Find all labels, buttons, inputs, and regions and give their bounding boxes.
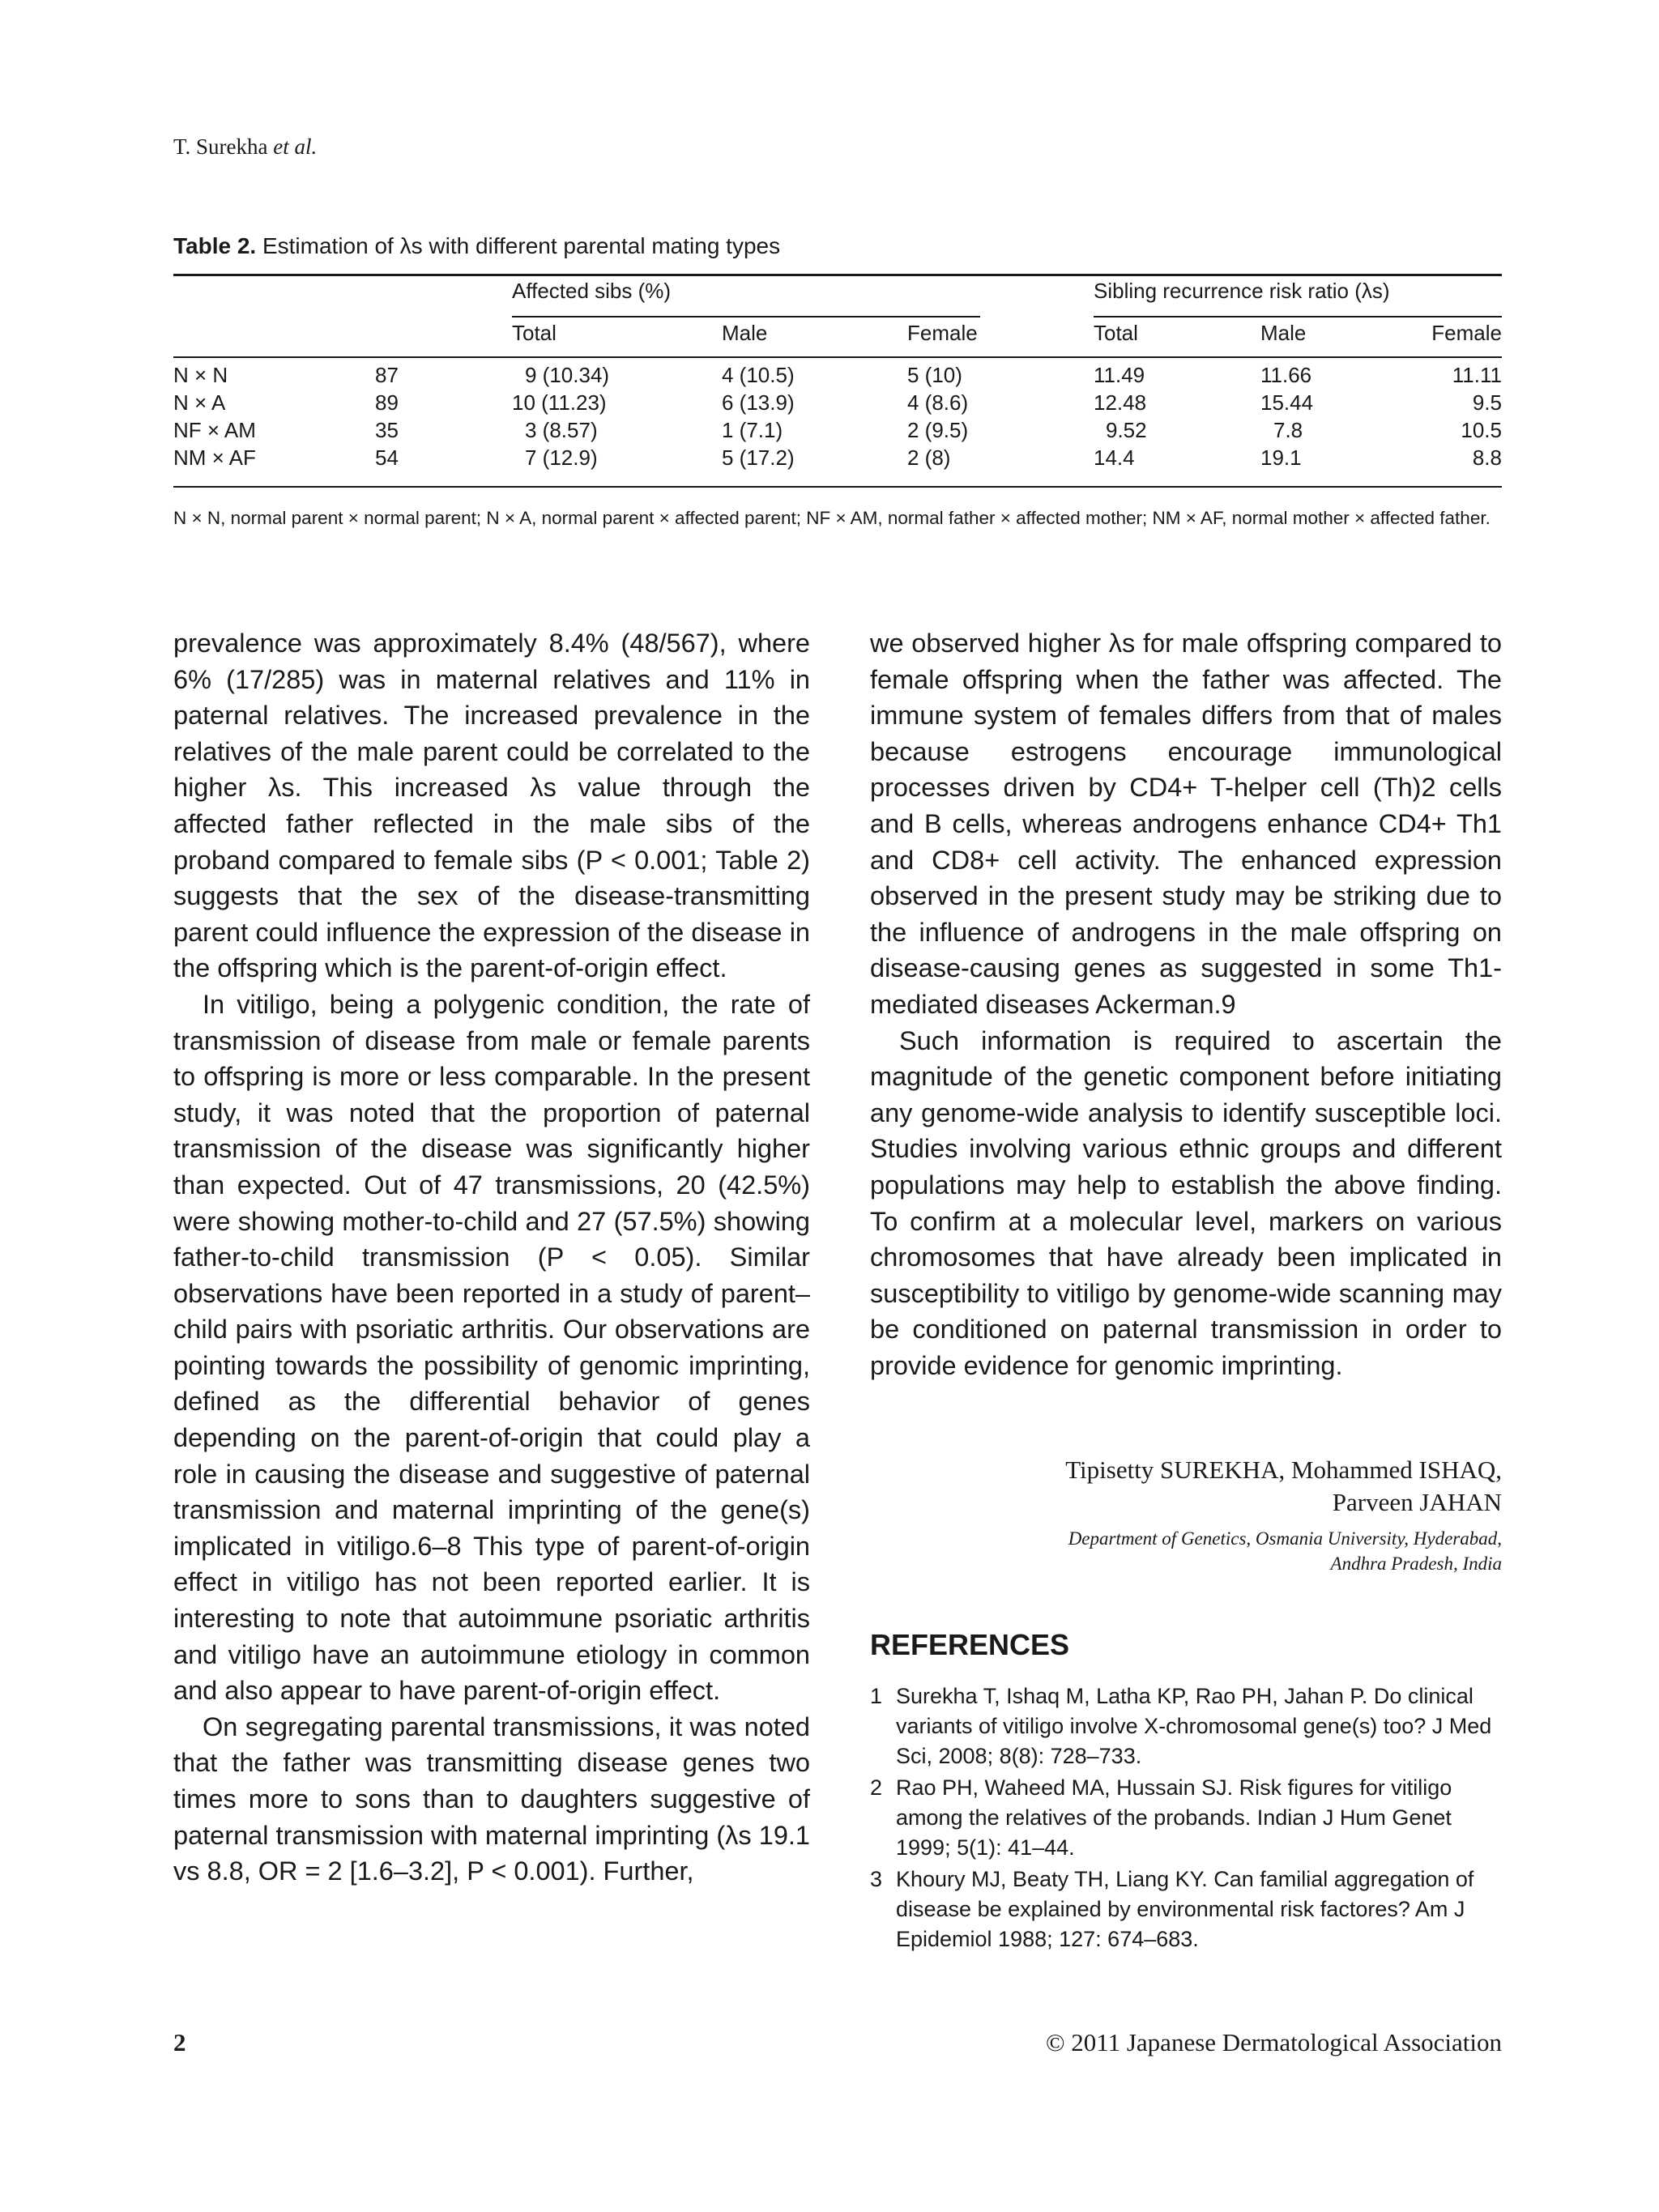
reference-number: 3 [870,1867,883,1891]
sibs-total: 10 (11.23) [512,390,607,415]
ratio-male: 15.44 [1260,390,1314,415]
left-paragraph-2: In vitiligo, being a polygenic condition, the rate of transmission of disease from male or female parents to offspring is more or less comparable. In the present study, it was noted that the proportion of paternal transmission of the disease was significantly higher than expected. Out of 47 transmissions, 20 (42.5%) were showing mother-to-child and 27 (57.5%) showing father-to-child transmission (P < 0.05). Similar observations have been reported in a study of parent–child pairs with psoriatic arthritis. Our observations are pointing towards the possibility of genomic imprinting, defined as the differential behavior of genes depending on the parent-of-origin that could play a role in causing the disease and suggestive of paternal transmission and maternal imprinting of the gene(s) implicated in vitiligo.6–8 This type of parent-of-origin effect in vitiligo has not been reported earlier. It is interesting to note that autoimmune psoriatic arthritis and vitiligo have an autoimmune etiology in common and also appear to have parent-of-origin effect. [173,989,810,1706]
group-header-risk-ratio: Sibling recurrence risk ratio (λs) [1094,279,1390,303]
sibs-female: 2 (8) [907,445,951,470]
table-footnote: N × N, normal parent × normal parent; N × A, normal parent × affected parent; NF × AM, normal father × affected mother; NM × AF, normal mother × affected father. [173,508,1491,528]
ratio-female: 9.5 [1472,390,1502,415]
ratio-total: 11.49 [1094,363,1145,387]
sub-header-ratio-male: Male [1260,321,1307,345]
family-count: 35 [375,418,399,442]
table-caption-text: Estimation of λs with different parental mating types [262,233,781,258]
table-bottom-rule [173,486,1502,488]
left-paragraph-3: On segregating parental transmissions, it was noted that the father was transmitting disease genes two times more to sons than to daughters suggestive of paternal transmission with maternal imprinting (λs 19.1 vs 8.8, OR = 2 [1.6–3.2], P < 0.001). Further, [173,1711,810,1886]
sub-header-ratio-total: Total [1094,321,1138,345]
mating-type: NF × AM [173,418,256,442]
running-head [173,134,317,160]
group-header-affected-sibs: Affected sibs (%) [512,279,672,303]
right-paragraph-1: we observed higher λs for male offspring compared to female offspring when the father was affected. The immune system of females differs from that of males because estrogens encourage immunological processes driven by CD4+ T-helper cell (Th)2 cells and B cells, whereas androgens enhance CD4+ Th1 and CD8+ cell activity. The enhanced expression observed in the present study may be striking due to the influence of androgens in the male offspring on disease-causing genes as suggested in some Th1-mediated diseases Ackerman.9 [870,629,1502,1019]
reference-item [870,1681,1502,1771]
ratio-total: 14.4 [1094,445,1135,470]
reference-text: Surekha T, Ishaq M, Latha KP, Rao PH, Jahan P. Do clinical variants of vitiligo involve X-chromosomal gene(s) too? J Med Sci, 2008; 8(8): 728–733. [896,1684,1492,1768]
reference-number: 2 [870,1775,883,1800]
left-paragraph-1: prevalence was approximately 8.4% (48/567), where 6% (17/285) was in maternal relatives and 11% in paternal relatives. The increased prevalence in the relatives of the male parent could be correlated to the higher λs. This increased λs value through the affected father reflected in the male sibs of the proband compared to female sibs (P < 0.001; Table 2) suggests that the sex of the disease-transmitting parent could influence the expression of the disease in the offspring which is the parent-of-origin effect. [173,629,810,983]
references-heading: REFERENCES [870,1628,1070,1661]
left-column [173,625,810,1890]
reference-number: 1 [870,1684,883,1708]
ratio-female: 10.5 [1461,418,1502,442]
ratio-total: 9.52 [1106,418,1147,442]
mating-type: N × N [173,363,228,387]
author-signature [1065,1454,1502,1519]
sub-header-sibs-total: Total [512,321,557,345]
table-caption [173,233,780,259]
author-names-line-1: Tipisetty SUREKHA, Mohammed ISHAQ, [1065,1455,1502,1484]
reference-item [870,1865,1502,1954]
family-count: 89 [375,390,399,415]
sibs-male: 5 (17.2) [722,445,795,470]
author-affiliation [1068,1526,1502,1576]
sub-header-sibs-female: Female [907,321,978,345]
sibs-female: 4 (8.6) [907,390,969,415]
table-top-rule [173,274,1502,276]
affiliation-line-2: Andhra Pradesh, India [1330,1554,1502,1574]
sibs-total: 3 (8.57) [525,418,598,442]
sibs-total: 7 (12.9) [525,445,598,470]
sub-header-sibs-male: Male [722,321,768,345]
mating-type: N × A [173,390,226,415]
sibs-male: 4 (10.5) [722,363,795,387]
sibs-total: 9 (10.34) [525,363,610,387]
author-names-line-2: Parveen JAHAN [1332,1488,1502,1516]
ratio-female: 11.11 [1452,363,1502,387]
reference-text: Khoury MJ, Beaty TH, Liang KY. Can familial aggregation of disease be explained by environmental risk factores? Am J Epidemiol 1988; 127: 674–683. [896,1867,1474,1951]
affected-sibs-group-rule [512,316,980,318]
reference-text: Rao PH, Waheed MA, Hussain SJ. Risk figures for vitiligo among the relatives of the probands. Indian J Hum Genet 1999; 5(1): 41–44. [896,1775,1452,1860]
sibs-male: 6 (13.9) [722,390,795,415]
running-head-author: T. Surekha [173,134,268,159]
ratio-female: 8.8 [1472,445,1502,470]
copyright-notice: © 2011 Japanese Dermatological Association [1045,2028,1502,2056]
page-number: 2 [173,2028,186,2056]
affiliation-line-1: Department of Genetics, Osmania University, Hyderabad, [1068,1528,1502,1549]
right-column [870,625,1502,1383]
mating-type: NM × AF [173,445,256,470]
risk-ratio-group-rule [1094,316,1502,318]
table-header-rule [173,356,1502,358]
right-paragraph-2: Such information is required to ascertain the magnitude of the genetic component before initiating any genome-wide analysis to identify susceptible loci. Studies involving various ethnic groups and different populations may help to establish the above finding. To confirm at a molecular level, markers on various chromosomes that have already been implicated in susceptibility to vitiligo by genome-wide scanning may be conditioned on paternal transmission in order to provide evidence for genomic imprinting. [870,1025,1502,1380]
family-count: 87 [375,363,399,387]
table-label: Table 2. [173,233,257,258]
sibs-male: 1 (7.1) [722,418,783,442]
ratio-total: 12.48 [1094,390,1147,415]
sibs-female: 2 (9.5) [907,418,969,442]
running-head-etal: et al. [273,134,318,159]
ratio-male: 19.1 [1260,445,1302,470]
reference-item [870,1773,1502,1863]
ratio-male: 11.66 [1260,363,1312,387]
ratio-male: 7.8 [1273,418,1303,442]
sibs-female: 5 (10) [907,363,962,387]
family-count: 54 [375,445,399,470]
sub-header-ratio-female: Female [1431,321,1502,345]
references-list [870,1681,1502,1956]
